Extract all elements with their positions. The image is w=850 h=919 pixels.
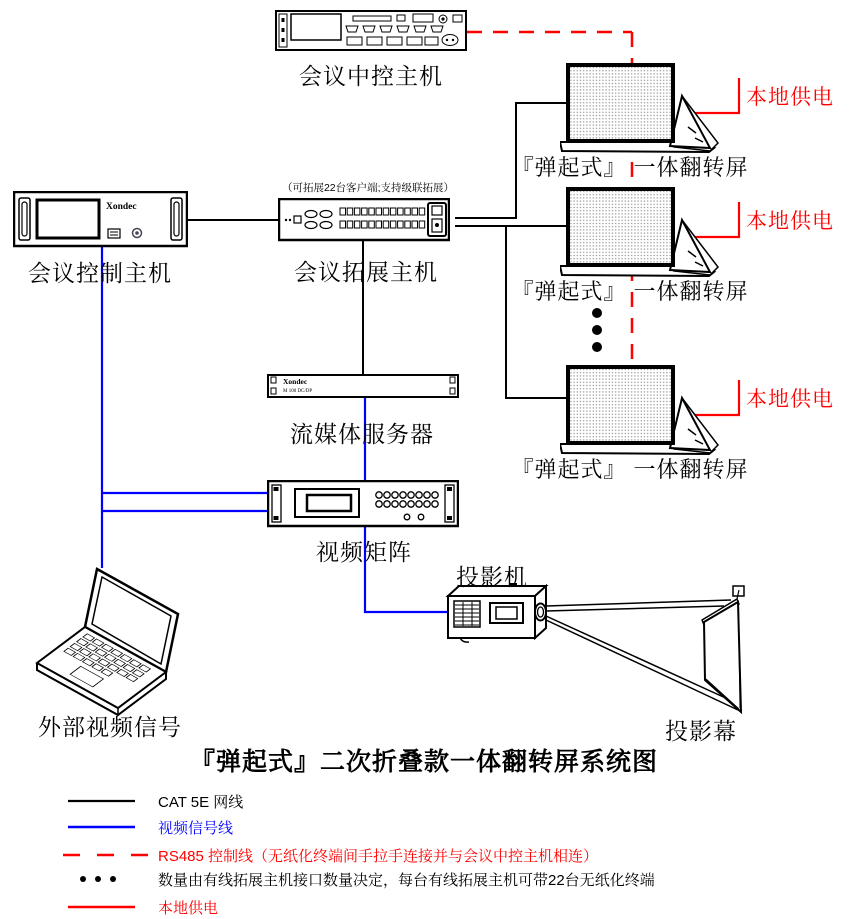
local-power-label-2: 本地供电 [746, 210, 834, 233]
media-server-label: 流媒体服务器 [290, 421, 434, 447]
local-power-label-3: 本地供电 [746, 388, 834, 411]
more-screens-dots [592, 308, 602, 352]
flip-screen-2-label: 『弹起式』 一体翻转屏 [511, 279, 749, 304]
flip-screen-3-label: 『弹起式』 一体翻转屏 [511, 457, 749, 482]
expansion-host-label: 会议拓展主机 [294, 259, 438, 285]
legend-label-local-power: 本地供电 [158, 899, 219, 917]
media-server-device [267, 374, 459, 399]
projector-label: 投影机 [456, 564, 528, 590]
central-control-host-device [275, 10, 467, 52]
legend-label-video-signal: 视频信号线 [158, 819, 234, 837]
dashed-red-line-swatch [62, 849, 158, 861]
control-host-label: 会议控制主机 [28, 260, 172, 286]
projection-screen-device [696, 582, 748, 722]
legend-row-cat5e [62, 791, 243, 811]
video-matrix-device [267, 480, 459, 528]
solid-black-line-swatch [62, 795, 158, 807]
diagram-title: 『弹起式』二次折叠款一体翻转屏系统图 [189, 748, 659, 776]
legend-row-quantity [62, 869, 655, 889]
legend-label-quantity: 数量由有线拓展主机接口数量决定，每台有线拓展主机可带22台无纸化终端 [158, 871, 655, 889]
flip-screen-3-device [560, 365, 720, 457]
flip-screen-1-label: 『弹起式』 一体翻转屏 [511, 155, 749, 180]
laptop-device [28, 556, 196, 720]
local-power-label-1: 本地供电 [746, 86, 834, 109]
expansion-host-note: （可拓展22台客户端;支持级联拓展） [281, 182, 455, 194]
cat5e-lines [185, 103, 570, 398]
legend-label-rs485: RS485 控制线（无纸化终端间手拉手连接并与会议中控主机相连） [158, 847, 599, 865]
expansion-host-device [278, 198, 450, 242]
brand-text: Xondec [283, 377, 308, 386]
video-matrix-label: 视频矩阵 [316, 539, 412, 565]
legend-label-cat5e: CAT 5E 网线 [158, 793, 244, 811]
central-control-host-label: 会议中控主机 [299, 63, 443, 89]
external-video-label: 外部视频信号 [38, 714, 182, 740]
model-text: M 100 DC/DP [283, 389, 313, 394]
flip-screen-2-device [560, 187, 720, 279]
legend-row-video-signal [62, 817, 233, 837]
solid-blue-line-swatch [62, 821, 158, 833]
solid-red-line-swatch [62, 901, 158, 913]
legend-row-local-power [62, 897, 218, 917]
projection-screen-label: 投影幕 [665, 718, 737, 744]
control-host-device [13, 191, 188, 248]
flip-screen-1-device [560, 63, 720, 155]
ellipsis-dots-swatch [62, 873, 158, 885]
legend-row-rs485 [62, 845, 598, 865]
brand-text: Xondec [106, 202, 137, 212]
